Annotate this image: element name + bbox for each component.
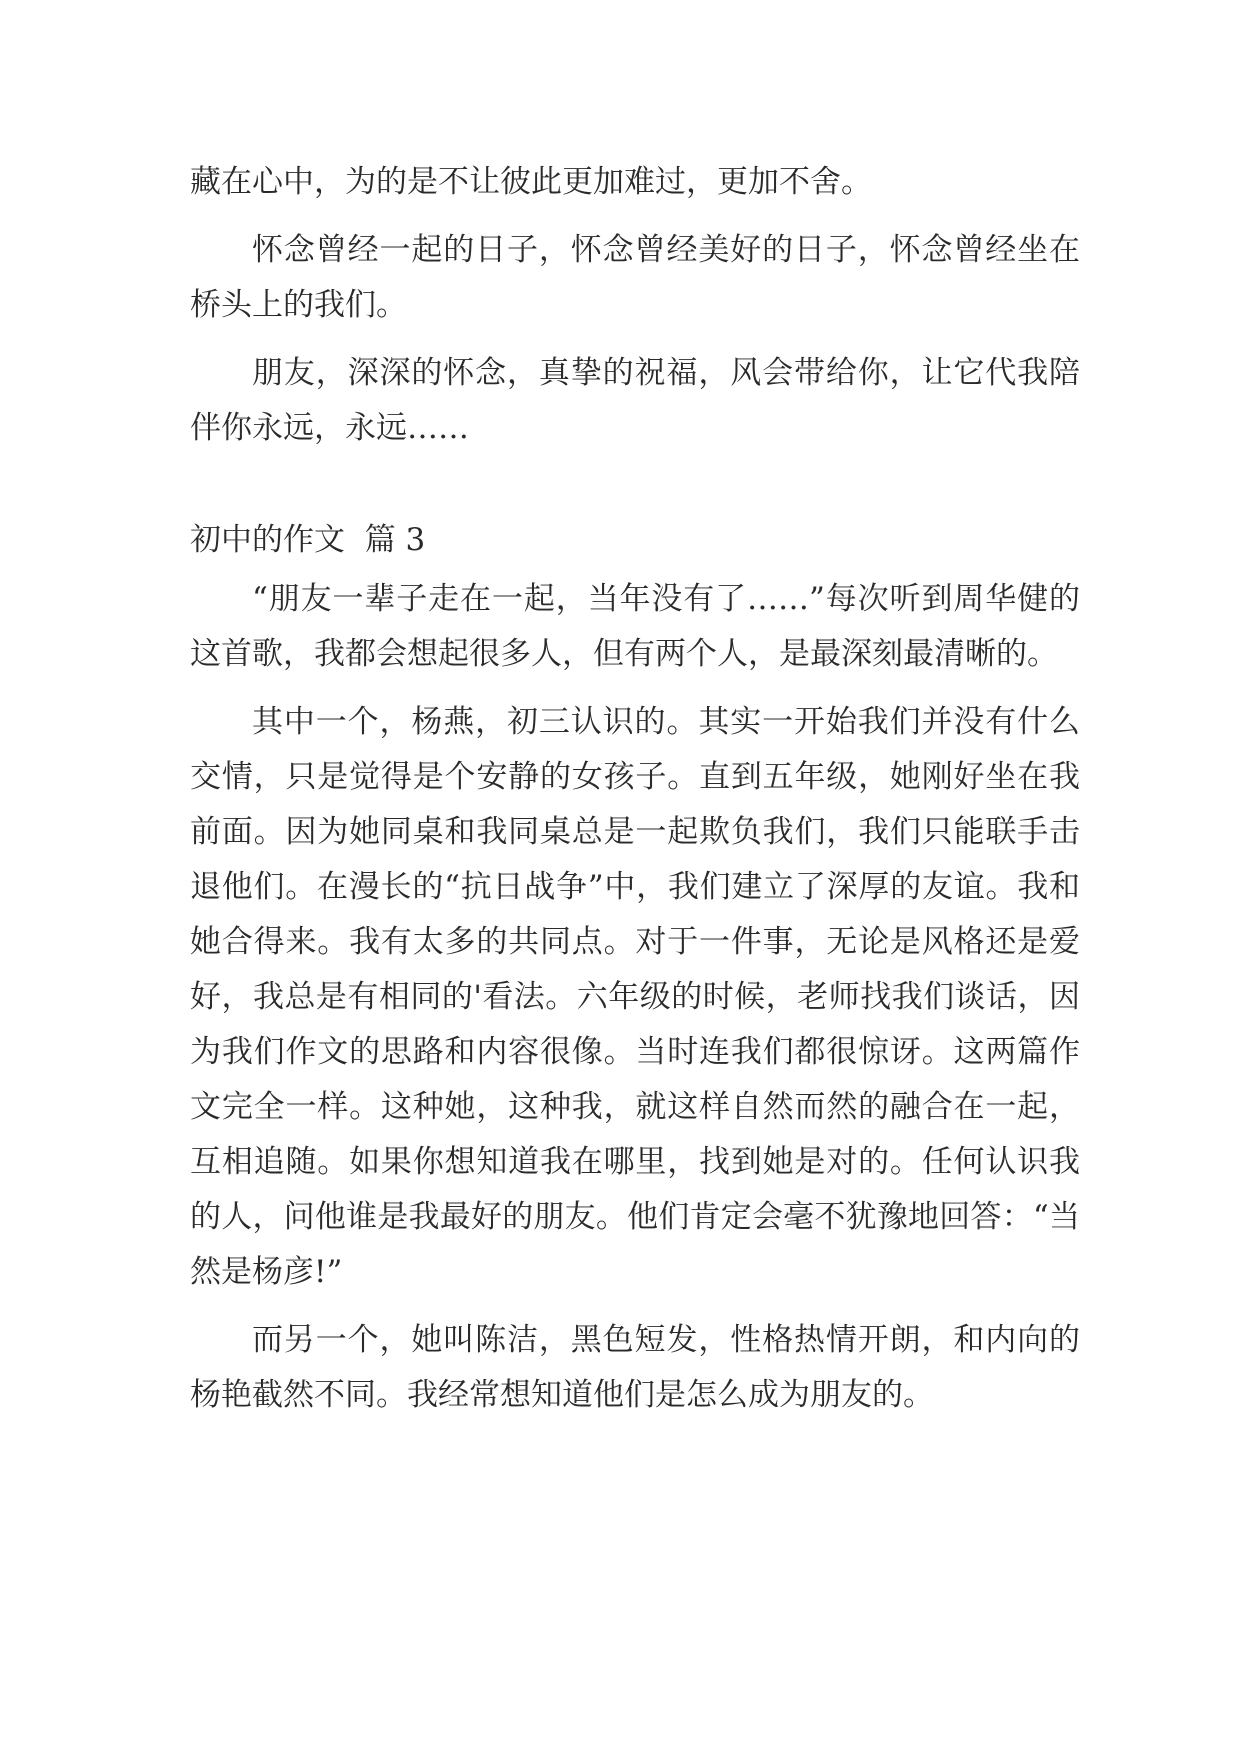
section-heading: 初中的作文 篇 3: [190, 522, 426, 558]
paragraph-missing-days: 怀念曾经一起的日子，怀念曾经美好的日子，怀念曾经坐在桥头上的我们。: [190, 232, 1080, 323]
document-page: [190, 155, 1080, 1436]
paragraph-song: “朋友一辈子走在一起，当年没有了……”每次听到周华健的这首歌，我都会想起很多人，但有两个人，是最深刻最清晰的。: [190, 581, 1080, 672]
paragraph-friend-blessing: 朋友，深深的怀念，真挚的祝福，风会带给你，让它代我陪伴你永远，永远……: [190, 355, 1080, 446]
paragraph-continuation: 藏在心中，为的是不让彼此更加难过，更加不舍。: [190, 164, 872, 200]
paragraph-yang-yan: 其中一个，杨燕，初三认识的。其实一开始我们并没有什么交情，只是觉得是个安静的女孩子。直到五年级，她刚好坐在我前面。因为她同桌和我同桌总是一起欺负我们，我们只能联手击退他们。在漫长的“抗日战争”中，我们建立了深厚的友谊。我和她合得来。我有太多的共同点。对于一件事，无论是风格还是爱好，我总是有相同的'看法。六年级的时候，老师找我们谈话，因为我们作文的思路和内容很像。当时连我们都很惊讶。这两篇作文完全一样。这种她，这种我，就这样自然而然的融合在一起，互相追随。如果你想知道我在哪里，找到她是对的。任何认识我的人，问他谁是我最好的朋友。他们肯定会毫不犹豫地回答：“当然是杨彦!”: [190, 704, 1080, 1290]
paragraph-chen-jie: 而另一个，她叫陈洁，黑色短发，性格热情开朗，和内向的杨艳截然不同。我经常想知道他们是怎么成为朋友的。: [190, 1322, 1080, 1413]
